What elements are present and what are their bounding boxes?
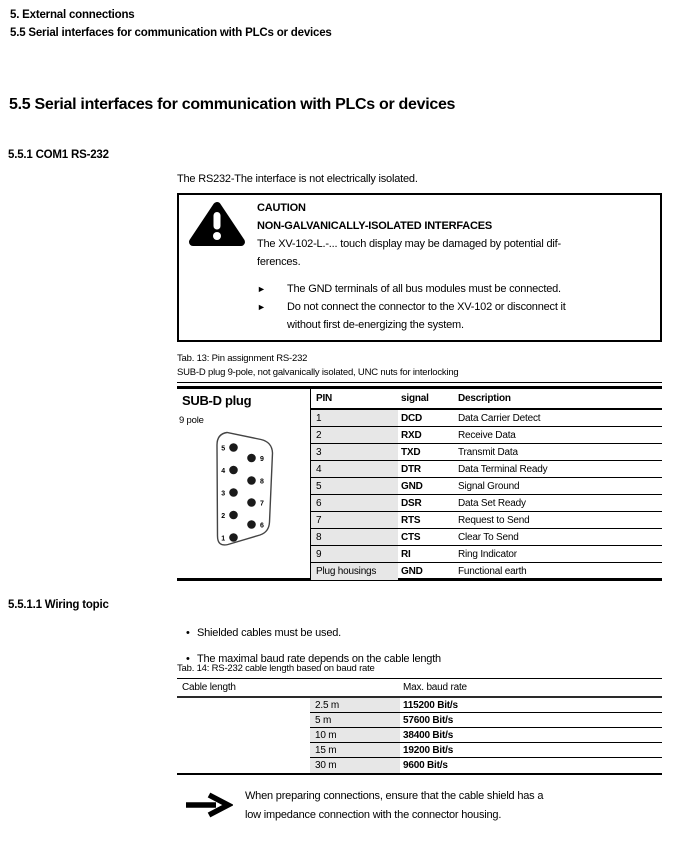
tab13-col-description: Description [458, 393, 511, 404]
pin-cell: 1 [311, 410, 398, 426]
caution-body-line-2: ferences. [257, 256, 301, 268]
baud-rate-cell: 57600 Bit/s [403, 714, 454, 726]
pin-dot [229, 488, 238, 497]
tab13-col-signal: signal [401, 393, 429, 404]
tab14-caption: Tab. 14: RS-232 cable length based on baud rate [177, 663, 375, 674]
page-title: 5.5 Serial interfaces for communication with PLCs or devices [9, 96, 456, 113]
description-cell: Transmit Data [458, 446, 518, 458]
section-heading-com1-rs232: 5.5.1 COM1 RS-232 [8, 149, 109, 161]
pin-dot [229, 533, 238, 542]
caution-box [177, 193, 662, 342]
signal-cell: GND [401, 480, 423, 492]
baud-rate-cell: 115200 Bit/s [403, 699, 458, 711]
baud-rate-cell: 38400 Bit/s [403, 729, 454, 741]
pin-label: 9 [260, 456, 264, 463]
cable-length-cell: 5 m [310, 713, 400, 727]
description-cell: Receive Data [458, 429, 516, 441]
cable-length-cell: 30 m [310, 758, 400, 773]
table-row [311, 546, 662, 563]
table-row [311, 461, 662, 478]
pin-label: 4 [221, 468, 225, 475]
tab14-col-cable-length: Cable length [182, 682, 236, 693]
signal-cell: TXD [401, 446, 421, 458]
pin-label: 2 [221, 513, 225, 520]
signal-cell: DSR [401, 497, 422, 509]
table-row [311, 427, 662, 444]
bullet-dot-icon: • [186, 653, 190, 665]
spacer-cell [177, 743, 310, 758]
subd-plug-header: SUB-D plug [182, 393, 252, 408]
intro-paragraph: The RS232-The interface is not electrically isolated. [177, 173, 418, 185]
table-row [311, 563, 662, 580]
table-row [311, 478, 662, 495]
table-row [177, 758, 662, 773]
pin-dot [247, 520, 256, 529]
caution-bullet-text: The GND terminals of all bus modules must be connected. [287, 283, 561, 295]
tab13-left-column [177, 389, 310, 578]
tab14-col-max-baud-rate: Max. baud rate [403, 682, 467, 693]
running-header-line-2: 5.5 Serial interfaces for communication with PLCs or devices [10, 27, 332, 39]
spacer-cell [177, 728, 310, 743]
bullet-arrow-icon: ► [257, 284, 266, 294]
signal-cell: CTS [401, 531, 421, 543]
table-row [311, 529, 662, 546]
note-line-2: low impedance connection with the connector housing. [245, 809, 502, 821]
pin-dot [247, 476, 256, 485]
cable-length-cell: 2.5 m [310, 698, 400, 712]
tab13-col-pin: PIN [316, 393, 333, 404]
spacer-cell [177, 758, 310, 773]
table-row [311, 495, 662, 512]
table-row [311, 512, 662, 529]
pin-cell: 8 [311, 529, 398, 545]
section-heading-wiring-topic: 5.5.1.1 Wiring topic [8, 599, 109, 611]
signal-cell: GND [401, 566, 423, 577]
description-cell: Data Carrier Detect [458, 412, 541, 424]
pin-label: 8 [260, 478, 264, 486]
pin-label: 3 [221, 490, 225, 498]
list-item [186, 620, 441, 646]
signal-cell: DCD [401, 412, 423, 424]
table-row [177, 743, 662, 758]
spacer-cell [177, 713, 310, 728]
description-cell: Request to Send [458, 514, 530, 526]
list-item-text: The maximal baud rate depends on the cable length [197, 653, 441, 665]
baud-rate-cell: 9600 Bit/s [403, 760, 448, 771]
pin-cell: 2 [311, 427, 398, 443]
pin-cell: 3 [311, 444, 398, 460]
description-cell: Signal Ground [458, 480, 520, 492]
warning-triangle-icon [187, 198, 247, 247]
note-line-1: When preparing connections, ensure that the cable shield has a [245, 790, 544, 802]
caution-bullet-list [257, 280, 654, 334]
pin-cell: Plug housings [311, 563, 398, 580]
description-cell: Functional earth [458, 566, 527, 577]
caution-bullet [257, 280, 654, 298]
description-cell: Data Terminal Ready [458, 463, 548, 475]
table-row [177, 728, 662, 743]
list-item-text: Shielded cables must be used. [197, 627, 342, 639]
description-cell: Ring Indicator [458, 548, 517, 560]
pin-label: 6 [260, 522, 264, 530]
tab13-data-columns [310, 389, 662, 580]
signal-cell: RXD [401, 429, 422, 441]
caution-bullet-text: Do not connect the connector to the XV-102 or disconnect it without first de-energizing the system. [287, 301, 566, 331]
arrow-right-icon [183, 791, 233, 819]
caution-subject: NON-GALVANICALLY-ISOLATED INTERFACES [257, 220, 493, 232]
pin-label: 7 [260, 500, 264, 508]
table-row [177, 713, 662, 728]
pin-dot [247, 498, 256, 507]
pin-label: 5 [221, 445, 225, 453]
pin-cell: 5 [311, 478, 398, 494]
table-row [311, 410, 662, 427]
cable-length-cell: 15 m [310, 743, 400, 757]
pin-dot [229, 511, 238, 520]
bullet-dot-icon: • [186, 627, 190, 639]
baud-rate-cell: 19200 Bit/s [403, 744, 454, 756]
signal-cell: DTR [401, 463, 421, 475]
tab13-header-row [311, 389, 662, 410]
note-text [245, 787, 625, 825]
pin-dot [229, 466, 238, 475]
pin-cell: 9 [311, 546, 398, 562]
description-cell: Data Set Ready [458, 497, 526, 509]
caution-label: CAUTION [257, 202, 306, 214]
signal-cell: RTS [401, 514, 421, 526]
cable-length-cell: 10 m [310, 728, 400, 742]
sub-d-connector-diagram [203, 425, 293, 555]
pin-dot [229, 443, 238, 452]
tab13-caption-line-2: SUB-D plug 9-pole, not galvanically isolated, UNC nuts for interlocking [177, 366, 459, 378]
caution-content [257, 199, 654, 334]
spacer-cell [177, 698, 310, 713]
caution-body-line-1: The XV-102-L.-... touch display may be damaged by potential dif- [257, 238, 561, 250]
subd-pole-label: 9 pole [179, 415, 204, 426]
pin-label: 1 [221, 535, 225, 543]
tab13-pin-assignment-table [177, 386, 662, 581]
caution-bullet [257, 298, 654, 334]
tab13-caption-line-1: Tab. 13: Pin assignment RS-232 [177, 353, 308, 364]
pin-cell: 4 [311, 461, 398, 477]
running-header-line-1: 5. External connections [10, 9, 135, 21]
pin-dot [247, 454, 256, 463]
tab14-header-row [177, 679, 662, 698]
signal-cell: RI [401, 548, 411, 560]
description-cell: Clear To Send [458, 531, 519, 543]
tab13-caption [177, 352, 662, 383]
running-header [10, 6, 332, 42]
pin-cell: 6 [311, 495, 398, 511]
tab14-cable-length-table [177, 678, 662, 775]
bullet-arrow-icon: ► [257, 302, 266, 312]
pin-cell: 7 [311, 512, 398, 528]
table-row [177, 698, 662, 713]
table-row [311, 444, 662, 461]
